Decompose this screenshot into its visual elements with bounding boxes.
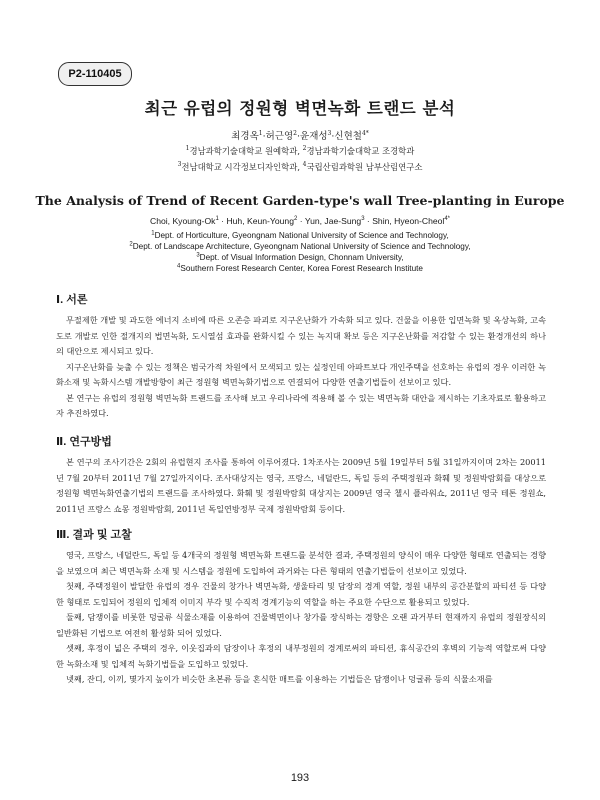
body-paragraph: 무절제한 개발 및 과도한 에너지 소비에 따른 오존층 파괴로 지구온난화가 가속화 되고 있다. 건물을 이용한 입면녹화 및 옥상녹화, 고속도로 개발로 인한 절개지의 법면녹화, 도시열섬 효과를 완화시킬 수 있는 녹지대 확보 등은 지구온난화를 저감할 수 있는 환경개선의 하나의 대안으로 제시되고 있다. <box>56 315 546 356</box>
body-paragraph: 둘째, 담쟁이를 비롯한 덩굴류 식물소재를 이용하여 건물벽면이나 창가를 장식하는 경향은 오랜 과거부터 현재까지 유럽의 정원장식의 일반화된 기법으로 여전히 활성화 되어 있었다. <box>56 612 546 638</box>
affiliation-superscript: 1 <box>151 230 155 237</box>
english-authors <box>0 216 600 226</box>
english-affiliation-line <box>0 231 600 240</box>
body-paragraph: 넷째, 잔디, 이끼, 몇가지 높이가 비슷한 초본류 등을 혼식한 매트를 이용하는 기법들은 담쟁이나 덩굴류 등의 식물소재를 <box>66 674 493 684</box>
affiliation-text: 전남대학교 시각정보디자인학과, <box>181 162 303 172</box>
author-separator: · <box>364 216 373 226</box>
affiliation-text: Dept. of Horticulture, Gyeongnam National University of Science and Technology, <box>154 231 449 240</box>
author-superscript: 4* <box>361 129 369 137</box>
author-superscript: 4* <box>444 216 450 223</box>
author-name: 허근영 <box>265 131 294 142</box>
section-methods <box>56 433 546 517</box>
section-introduction <box>56 291 546 422</box>
affiliation-superscript: 4 <box>177 263 181 270</box>
author-superscript: 1 <box>258 129 263 137</box>
section-results <box>56 526 546 688</box>
affiliation-superscript: 3 <box>196 252 200 259</box>
affiliation-text: 국립산림과학원 남부산림연구소 <box>306 162 423 172</box>
author-separator: · <box>218 216 227 226</box>
author-name: Yun, Jae-Sung <box>304 216 362 226</box>
author-name: Choi, Kyoung-Ok <box>150 216 216 226</box>
english-affiliation-line <box>0 242 600 251</box>
author-name: Shin, Hyeon-Cheol <box>372 216 445 226</box>
affiliation-superscript: 3 <box>177 161 182 169</box>
author-separator: · <box>331 131 335 142</box>
english-affiliation-line <box>0 264 600 273</box>
body-paragraph: 본 연구의 조사기간은 2회의 유럽현지 조사를 통하여 이루어졌다. 1차조사는 2009년 5월 19일부터 5월 31일까지이며 2차는 20011년 7월 20부터 2011년 7월 27일까지이다. 조사대상지는 영국, 프랑스, 네덜란드, 독일 등의 주택정원과 화훼 및 정원박람회를 대상으로 정원형 벽면녹화연출기법의 트랜드를 조사하였다. 화훼 및 정원박람회 대상지는 2009년 영국 첼시 플라워쇼, 2011년 영국 테톤 정원쇼, 2011년 프랑스 쇼몽 정원박람회, 2011년 독일연방정부 국제 정원박람회 등이다. <box>56 457 546 514</box>
author-name: 최경옥 <box>231 131 259 142</box>
author-name: 윤재성 <box>300 131 328 142</box>
author-separator: · <box>262 131 266 142</box>
affiliation-superscript: 1 <box>185 145 190 153</box>
affiliation-text: 경남과학기술대학교 조경학과 <box>306 146 415 156</box>
section-heading: Ⅰ. 서론 <box>56 294 88 306</box>
affiliation-text: Southern Forest Research Center, Korea Forest Research Institute <box>180 264 423 273</box>
body-paragraph: 지구온난화를 늦출 수 있는 정책은 범국가적 차원에서 모색되고 있는 실정인데 아파트보다 개인주택을 선호하는 유럽의 경우 이러한 녹화소재 및 녹화시스템 개발방향이 최근 정원형 벽면녹화기법으로 연결되어 다양한 연출기법들이 선보이고 있다. <box>56 361 546 387</box>
section-heading: Ⅲ. 결과 및 고찰 <box>56 529 132 541</box>
korean-authors <box>0 128 600 142</box>
english-affiliation-line <box>0 253 600 262</box>
author-superscript: 2 <box>293 216 298 223</box>
author-superscript: 3 <box>361 216 365 223</box>
body-paragraph: 첫째, 주택정원이 발달한 유럽의 경우 건물의 창가나 벽면녹화, 생울타리 및 담장의 경계 역할, 정원 내부의 공간분할의 파티션 등 다양한 형태로 도입되어 정원의 입체적 이미지 부각 및 수직적 경계기능의 역할을 하는 주요한 수단으로 활용되고 있었다. <box>56 581 546 607</box>
body-paragraph: 영국, 프랑스, 네덜란드, 독일 등 4개국의 정원형 벽면녹화 트랜드를 분석한 결과, 주택정원의 양식이 매우 다양한 형태로 연출되는 경향을 보였으며 최근 벽면녹화 소재 및 시스템을 정원에 도입하여 과거와는 다른 형태의 연출기법들이 선보이고 있었다. <box>56 550 546 576</box>
affiliation-text: Dept. of Landscape Architecture, Gyeongnam National University of Science and Technology, <box>132 242 471 251</box>
body-paragraph: 셋째, 후정이 넓은 주택의 경우, 이웃집과의 담장이나 후정의 내부정원의 경계로써의 파티션, 휴식공간의 후벽의 기능적 역할로써 다양한 녹화소재 및 입체적 녹화기법들을 도입하고 있었다. <box>56 643 546 669</box>
author-separator: · <box>296 131 301 142</box>
section-heading: Ⅱ. 연구방법 <box>56 436 112 448</box>
author-superscript: 2 <box>293 129 297 137</box>
author-separator: · <box>297 216 305 226</box>
affiliation-superscript: 2 <box>129 241 133 248</box>
korean-affiliation-line-2 <box>0 161 600 173</box>
affiliation-text: Dept. of Visual Information Design, Chonnam University, <box>199 253 404 262</box>
body-paragraph: 본 연구는 유럽의 정원형 벽면녹화 트랜드를 조사해 보고 우리나라에 적용해 볼 수 있는 벽면녹화 대안을 제시하는 기초자료로 활용하고자 추진하였다. <box>56 392 546 418</box>
affiliation-superscript: 4 <box>302 161 307 169</box>
korean-title: 최근 유럽의 정원형 벽면녹화 트랜드 분석 <box>144 99 456 118</box>
author-name: Huh, Keun-Young <box>226 216 294 226</box>
korean-affiliation-line-1 <box>0 145 600 157</box>
paper-id-badge: P2-110405 <box>58 62 132 86</box>
author-name: 신현철 <box>334 131 362 142</box>
affiliation-superscript: 2 <box>302 145 307 153</box>
author-superscript: 3 <box>327 129 332 137</box>
english-title: The Analysis of Trend of Recent Garden-type's wall Tree-planting in Europe <box>35 193 565 208</box>
page-number: 193 <box>290 772 310 784</box>
author-superscript: 1 <box>215 216 219 223</box>
affiliation-text: 경남과학기술대학교 원예학과, <box>189 146 303 156</box>
